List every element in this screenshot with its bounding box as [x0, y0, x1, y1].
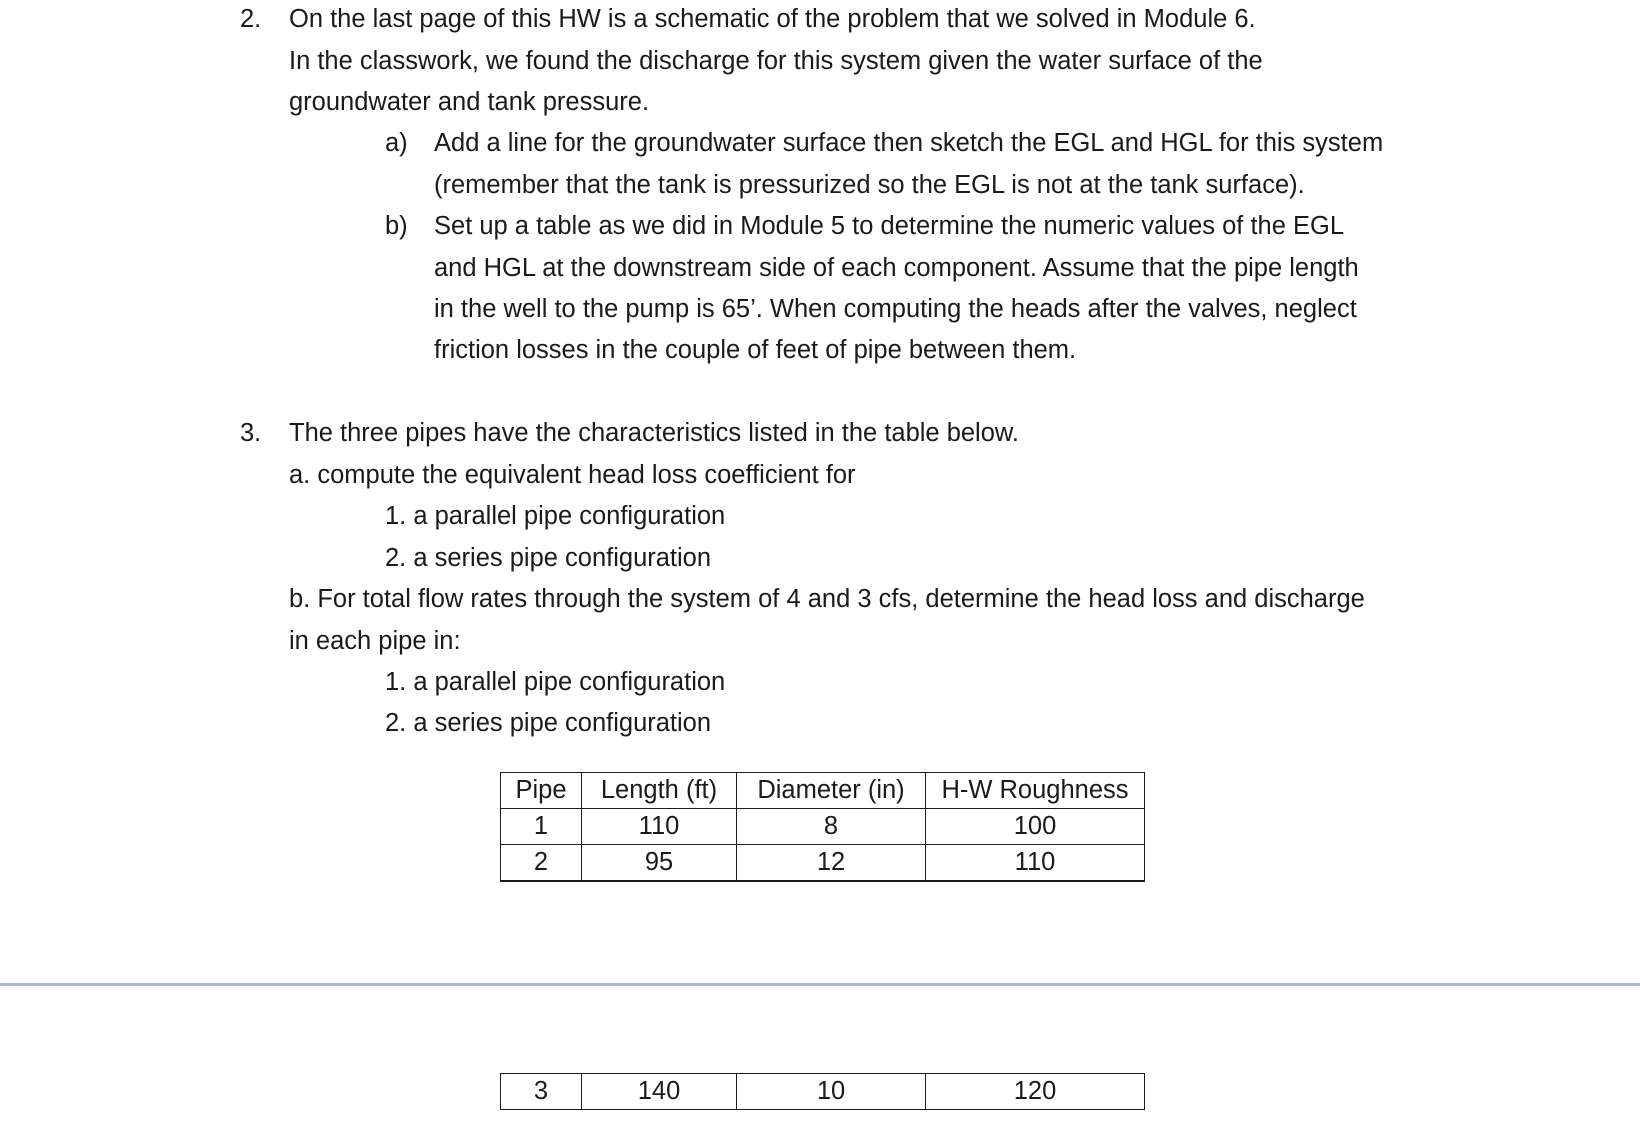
table-cell: 110 — [926, 845, 1145, 882]
question-3-number: 3. — [240, 419, 262, 447]
question-2b-line-2: and HGL at the downstream side of each component. Assume that the pipe length — [434, 254, 1359, 282]
pipe-table-header-row — [501, 773, 1145, 809]
pipe-table-continued — [500, 1073, 1145, 1110]
question-2a-label: a) — [385, 129, 408, 157]
table-cell: 100 — [926, 809, 1145, 845]
question-3-intro: The three pipes have the characteristics listed in the table below. — [289, 419, 1019, 447]
page-break-divider — [0, 983, 1640, 986]
question-3b-item-1: 1. a parallel pipe configuration — [385, 668, 726, 696]
table-cell: 95 — [582, 845, 737, 882]
table-cell: 140 — [582, 1074, 737, 1110]
table-cell: 110 — [582, 809, 737, 845]
question-3a-item-1: 1. a parallel pipe configuration — [385, 502, 726, 530]
question-2-line-1: On the last page of this HW is a schematic of the problem that we solved in Module 6. — [289, 5, 1256, 33]
table-row — [501, 845, 1145, 882]
pipe-table-header-roughness: H-W Roughness — [926, 773, 1145, 809]
question-2b-line-1: Set up a table as we did in Module 5 to determine the numeric values of the EGL — [434, 212, 1345, 240]
table-cell: 3 — [501, 1074, 582, 1110]
question-2a-line-2: (remember that the tank is pressurized so the EGL is not at the tank surface). — [434, 171, 1305, 199]
table-cell: 10 — [737, 1074, 926, 1110]
table-row — [501, 809, 1145, 845]
question-3b-line-1: b. For total flow rates through the system of 4 and 3 cfs, determine the head loss and discharge — [289, 585, 1365, 613]
question-3a-text: a. compute the equivalent head loss coefficient for — [289, 461, 856, 489]
question-2-line-2: In the classwork, we found the discharge for this system given the water surface of the — [289, 47, 1263, 75]
question-2-number: 2. — [240, 5, 262, 33]
table-cell: 1 — [501, 809, 582, 845]
pipe-table-header-length: Length (ft) — [582, 773, 737, 809]
question-3b-item-2: 2. a series pipe configuration — [385, 709, 712, 737]
table-cell: 120 — [926, 1074, 1145, 1110]
pipe-table-header-pipe: Pipe — [501, 773, 582, 809]
table-cell: 2 — [501, 845, 582, 882]
question-3b-line-2: in each pipe in: — [289, 627, 461, 655]
question-2b-line-4: friction losses in the couple of feet of pipe between them. — [434, 336, 1077, 364]
table-cell: 12 — [737, 845, 926, 882]
question-2a-line-1: Add a line for the groundwater surface then sketch the EGL and HGL for this system — [434, 129, 1384, 157]
question-2-line-3: groundwater and tank pressure. — [289, 88, 650, 116]
table-row — [501, 1074, 1145, 1110]
table-cell: 8 — [737, 809, 926, 845]
pipe-table — [500, 772, 1145, 882]
question-3a-item-2: 2. a series pipe configuration — [385, 544, 712, 572]
question-2b-label: b) — [385, 212, 408, 240]
pipe-table-header-diameter: Diameter (in) — [737, 773, 926, 809]
question-2b-line-3: in the well to the pump is 65’. When computing the heads after the valves, neglect — [434, 295, 1357, 323]
